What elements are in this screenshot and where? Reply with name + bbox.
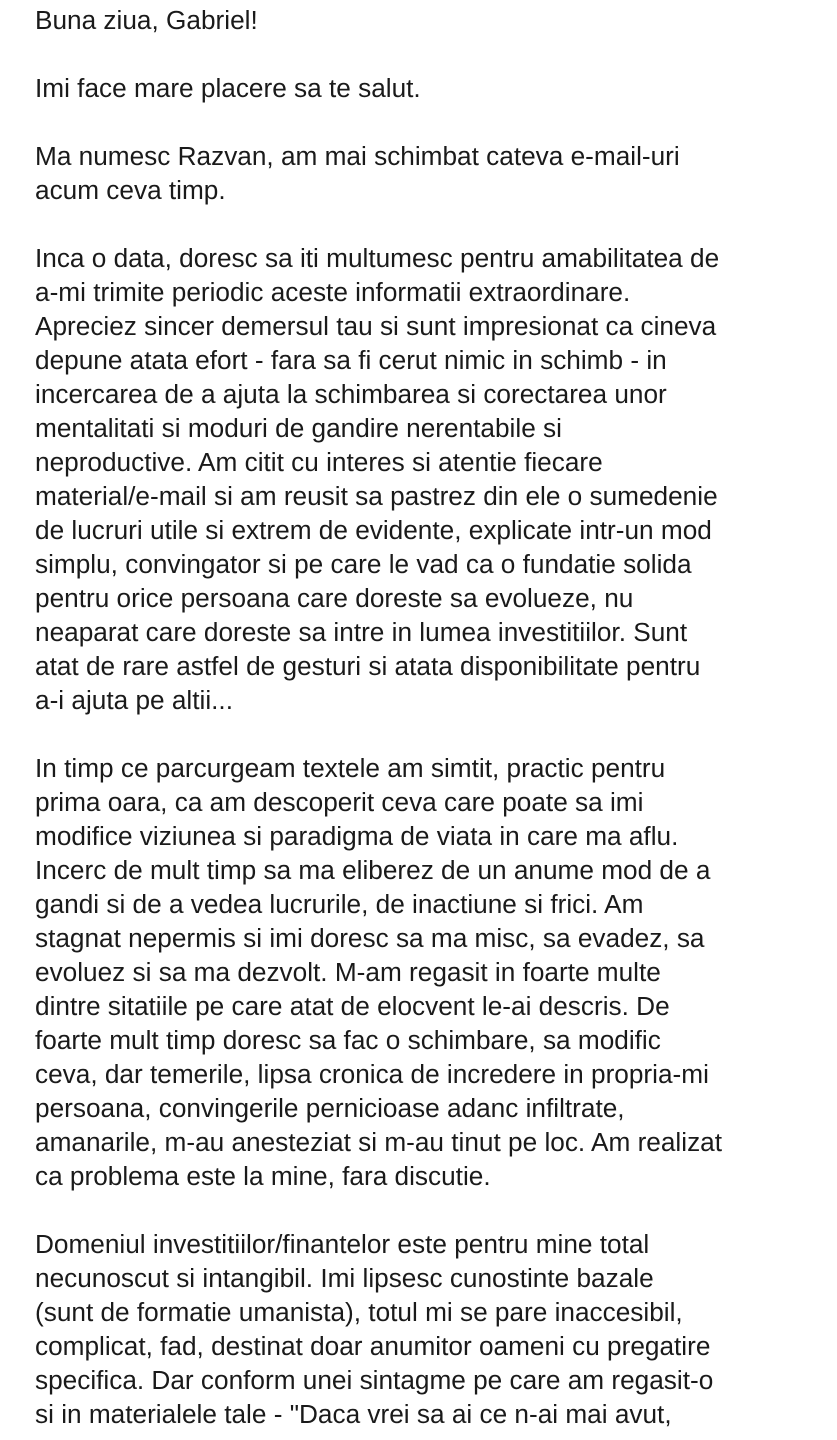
text-line: ca problema este la mine, fara discutie. xyxy=(35,1161,491,1191)
greeting: Buna ziua, Gabriel! xyxy=(35,5,258,35)
paragraph-gap xyxy=(35,717,825,751)
text-line: si in materialele tale - "Daca vrei sa ai ce n-ai mai avut, xyxy=(35,1399,672,1429)
text-line: complicat, fad, destinat doar anumitor oameni cu pregatire xyxy=(35,1331,711,1361)
text-line: Ma numesc Razvan, am mai schimbat cateva e-mail-uri xyxy=(35,141,680,171)
text-line: simplu, convingator si pe care le vad ca o fundatie solida xyxy=(35,549,692,579)
text-line: acum ceva timp. xyxy=(35,175,226,205)
text-line: Apreciez sincer demersul tau si sunt impresionat ca cineva xyxy=(35,311,717,341)
text-line: stagnat nepermis si imi doresc sa ma misc, sa evadez, sa xyxy=(35,923,705,953)
text-line: modifice viziunea si paradigma de viata in care ma aflu. xyxy=(35,821,679,851)
paragraph-gap xyxy=(35,37,825,71)
paragraph-gap xyxy=(35,1193,825,1227)
text-line: incercarea de a ajuta la schimbarea si corectarea unor xyxy=(35,379,667,409)
text-line: foarte mult timp doresc sa fac o schimbare, sa modific xyxy=(35,1025,661,1055)
text-line: gandi si de a vedea lucrurile, de inactiune si frici. Am xyxy=(35,889,644,919)
text-line: specifica. Dar conform unei sintagme pe care am regasit-o xyxy=(35,1365,714,1395)
text-line: atat de rare astfel de gesturi si atata disponibilitate pentru xyxy=(35,651,701,681)
paragraph xyxy=(35,139,825,207)
text-line: neproductive. Am citit cu interes si atentie fiecare xyxy=(35,447,603,477)
paragraph xyxy=(35,751,825,1193)
paragraph xyxy=(35,1227,825,1431)
text-line: depune atata efort - fara sa fi cerut nimic in schimb - in xyxy=(35,345,667,375)
paragraph xyxy=(35,71,825,105)
text-line: ceva, dar temerile, lipsa cronica de incredere in propria-mi xyxy=(35,1059,709,1089)
text-line: (sunt de formatie umanista), totul mi se pare inaccesibil, xyxy=(35,1297,683,1327)
text-line: dintre sitatiile pe care atat de elocvent le-ai descris. De xyxy=(35,991,670,1021)
paragraph-gap xyxy=(35,105,825,139)
text-line: prima oara, ca am descoperit ceva care poate sa imi xyxy=(35,787,644,817)
text-line: material/e-mail si am reusit sa pastrez din ele o sumedenie xyxy=(35,481,718,511)
paragraph xyxy=(35,241,825,717)
text-line: de lucruri utile si extrem de evidente, explicate intr-un mod xyxy=(35,515,712,545)
text-line: Incerc de mult timp sa ma eliberez de un anume mod de a xyxy=(35,855,711,885)
text-line: amanarile, m-au anesteziat si m-au tinut pe loc. Am realizat xyxy=(35,1127,722,1157)
text-line: neaparat care doreste sa intre in lumea investitiilor. Sunt xyxy=(35,617,688,647)
text-line: necunoscut si intangibil. Imi lipsesc cunostinte bazale xyxy=(35,1263,654,1293)
text-line: In timp ce parcurgeam textele am simtit, practic pentru xyxy=(35,753,666,783)
text-line: pentru orice persoana care doreste sa evolueze, nu xyxy=(35,583,634,613)
text-line: a-i ajuta pe altii... xyxy=(35,685,233,715)
text-line: Imi face mare placere sa te salut. xyxy=(35,73,421,103)
paragraph-gap xyxy=(35,207,825,241)
text-line: persoana, convingerile pernicioase adanc infiltrate, xyxy=(35,1093,625,1123)
email-body xyxy=(35,3,825,1431)
text-line: Domeniul investitiilor/finantelor este pentru mine total xyxy=(35,1229,650,1259)
text-line: evoluez si sa ma dezvolt. M-am regasit in foarte multe xyxy=(35,957,661,987)
text-line: a-mi trimite periodic aceste informatii extraordinare. xyxy=(35,277,631,307)
text-line: Inca o data, doresc sa iti multumesc pentru amabilitatea de xyxy=(35,243,720,273)
text-line: mentalitati si moduri de gandire nerentabile si xyxy=(35,413,562,443)
